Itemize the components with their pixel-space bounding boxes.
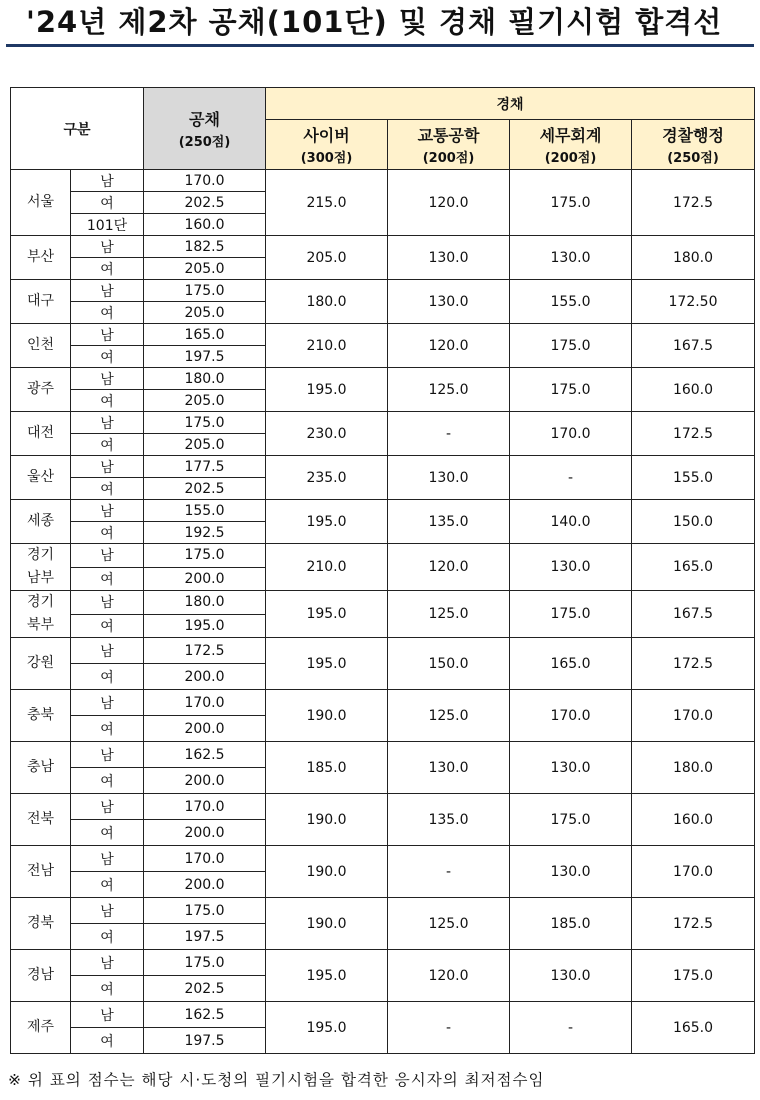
header-gongchae xyxy=(144,88,266,170)
header-gongchae-label: 공채 xyxy=(189,110,220,129)
gyeongchae-score-cell: 155.0 xyxy=(632,456,755,500)
gyeongchae-score-cell: 175.0 xyxy=(632,950,755,1002)
gender-cell: 남 xyxy=(71,412,144,434)
gongchae-score-cell: 180.0 xyxy=(144,368,266,390)
gyeongchae-score-cell: 130.0 xyxy=(510,846,632,898)
header-col-name: 경찰행정 xyxy=(662,126,724,145)
gender-cell: 여 xyxy=(71,302,144,324)
header-gongchae-score: (250점) xyxy=(178,135,231,150)
header-col-name: 교통공학 xyxy=(417,126,480,145)
gender-cell: 여 xyxy=(71,924,144,950)
gongchae-score-cell: 175.0 xyxy=(144,412,266,434)
gyeongchae-score-cell: 195.0 xyxy=(266,950,388,1002)
gyeongchae-score-cell: 165.0 xyxy=(632,544,755,591)
gyeongchae-score-cell: 167.5 xyxy=(632,324,755,368)
gyeongchae-score-cell: 172.5 xyxy=(632,170,755,236)
gyeongchae-score-cell: 135.0 xyxy=(388,500,510,544)
table-row xyxy=(11,898,755,924)
region-cell: 강원 xyxy=(11,638,71,690)
gyeongchae-score-cell: 120.0 xyxy=(388,544,510,591)
gyeongchae-score-cell: 130.0 xyxy=(510,950,632,1002)
gender-cell: 남 xyxy=(71,236,144,258)
gyeongchae-score-cell: 175.0 xyxy=(510,170,632,236)
gongchae-score-cell: 202.5 xyxy=(144,976,266,1002)
gongchae-score-cell: 170.0 xyxy=(144,690,266,716)
gyeongchae-score-cell: 125.0 xyxy=(388,591,510,638)
gyeongchae-score-cell: 195.0 xyxy=(266,368,388,412)
gyeongchae-score-cell: 130.0 xyxy=(388,742,510,794)
gyeongchae-score-cell: 170.0 xyxy=(510,690,632,742)
gyeongchae-score-cell: 170.0 xyxy=(632,846,755,898)
gender-cell: 남 xyxy=(71,898,144,924)
gongchae-score-cell: 200.0 xyxy=(144,768,266,794)
gyeongchae-score-cell: - xyxy=(388,412,510,456)
gender-cell: 여 xyxy=(71,976,144,1002)
gyeongchae-score-cell: 175.0 xyxy=(510,591,632,638)
gender-cell: 여 xyxy=(71,614,144,638)
header-gubun: 구분 xyxy=(11,88,144,170)
region-cell: 충북 xyxy=(11,690,71,742)
gongchae-score-cell: 162.5 xyxy=(144,1002,266,1028)
gender-cell: 여 xyxy=(71,434,144,456)
gyeongchae-score-cell: 195.0 xyxy=(266,591,388,638)
gongchae-score-cell: 170.0 xyxy=(144,794,266,820)
gender-cell: 남 xyxy=(71,742,144,768)
table-header xyxy=(11,88,755,170)
header-police-admin xyxy=(632,120,755,170)
gyeongchae-score-cell: 215.0 xyxy=(266,170,388,236)
gongchae-score-cell: 205.0 xyxy=(144,302,266,324)
gender-cell: 여 xyxy=(71,192,144,214)
gender-cell: 남 xyxy=(71,690,144,716)
gongchae-score-cell: 175.0 xyxy=(144,280,266,302)
header-traffic xyxy=(388,120,510,170)
gender-cell: 여 xyxy=(71,872,144,898)
gender-cell: 남 xyxy=(71,368,144,390)
gongchae-score-cell: 182.5 xyxy=(144,236,266,258)
gender-cell: 여 xyxy=(71,567,144,591)
gyeongchae-score-cell: 150.0 xyxy=(632,500,755,544)
gongchae-score-cell: 175.0 xyxy=(144,950,266,976)
gender-cell: 남 xyxy=(71,170,144,192)
header-col-name: 세무회계 xyxy=(539,126,602,145)
table-row xyxy=(11,324,755,346)
gongchae-score-cell: 192.5 xyxy=(144,522,266,544)
gyeongchae-score-cell: 160.0 xyxy=(632,794,755,846)
gyeongchae-score-cell: 190.0 xyxy=(266,794,388,846)
header-cyber xyxy=(266,120,388,170)
region-cell: 세종 xyxy=(11,500,71,544)
gender-cell: 남 xyxy=(71,1002,144,1028)
gyeongchae-score-cell: 172.5 xyxy=(632,898,755,950)
gyeongchae-score-cell: - xyxy=(510,456,632,500)
gyeongchae-score-cell: 120.0 xyxy=(388,950,510,1002)
gyeongchae-score-cell: 130.0 xyxy=(510,742,632,794)
gender-cell: 남 xyxy=(71,591,144,615)
footnote: ※ 위 표의 점수는 해당 시·도청의 필기시험을 합격한 응시자의 최저점수임 xyxy=(8,1071,545,1089)
gyeongchae-score-cell: 155.0 xyxy=(510,280,632,324)
gender-cell: 여 xyxy=(71,1028,144,1054)
header-tax xyxy=(510,120,632,170)
gongchae-score-cell: 170.0 xyxy=(144,170,266,192)
region-cell: 경북 xyxy=(11,898,71,950)
table-row xyxy=(11,236,755,258)
gyeongchae-score-cell: 140.0 xyxy=(510,500,632,544)
gyeongchae-score-cell: 135.0 xyxy=(388,794,510,846)
gender-cell: 여 xyxy=(71,768,144,794)
gender-cell: 여 xyxy=(71,522,144,544)
gender-cell: 남 xyxy=(71,500,144,522)
gyeongchae-score-cell: 120.0 xyxy=(388,170,510,236)
table-row xyxy=(11,950,755,976)
gender-cell: 여 xyxy=(71,390,144,412)
region-cell: 대전 xyxy=(11,412,71,456)
page-title: '24년 제2차 공채(101단) 및 경채 필기시험 합격선 xyxy=(26,5,723,39)
gyeongchae-score-cell: 180.0 xyxy=(632,236,755,280)
gyeongchae-score-cell: 130.0 xyxy=(388,456,510,500)
gyeongchae-score-cell: 172.5 xyxy=(632,638,755,690)
gongchae-score-cell: 200.0 xyxy=(144,716,266,742)
gyeongchae-score-cell: 180.0 xyxy=(266,280,388,324)
table-body xyxy=(11,170,755,1054)
region-cell: 서울 xyxy=(11,170,71,236)
gender-cell: 남 xyxy=(71,324,144,346)
region-cell: 전북 xyxy=(11,794,71,846)
table-row xyxy=(11,280,755,302)
gyeongchae-score-cell: 190.0 xyxy=(266,846,388,898)
gyeongchae-score-cell: 180.0 xyxy=(632,742,755,794)
region-cell: 경남 xyxy=(11,950,71,1002)
region-cell: 인천 xyxy=(11,324,71,368)
gyeongchae-score-cell: 210.0 xyxy=(266,544,388,591)
gyeongchae-score-cell: 165.0 xyxy=(510,638,632,690)
gyeongchae-score-cell: 185.0 xyxy=(510,898,632,950)
gender-cell: 여 xyxy=(71,478,144,500)
gender-cell: 남 xyxy=(71,846,144,872)
gyeongchae-score-cell: 172.5 xyxy=(632,412,755,456)
gender-cell: 남 xyxy=(71,794,144,820)
gyeongchae-score-cell: 170.0 xyxy=(510,412,632,456)
gender-cell: 여 xyxy=(71,716,144,742)
gyeongchae-score-cell: 167.5 xyxy=(632,591,755,638)
gongchae-score-cell: 205.0 xyxy=(144,258,266,280)
gyeongchae-score-cell: 125.0 xyxy=(388,898,510,950)
gongchae-score-cell: 197.5 xyxy=(144,924,266,950)
table-row xyxy=(11,170,755,192)
gyeongchae-score-cell: 175.0 xyxy=(510,324,632,368)
gyeongchae-score-cell: 130.0 xyxy=(388,280,510,324)
gongchae-score-cell: 205.0 xyxy=(144,434,266,456)
region-cell: 전남 xyxy=(11,846,71,898)
gender-cell: 남 xyxy=(71,544,144,568)
gyeongchae-score-cell: 170.0 xyxy=(632,690,755,742)
header-col-score: (250점) xyxy=(667,151,719,166)
gyeongchae-score-cell: 150.0 xyxy=(388,638,510,690)
region-cell: 경기 남부 xyxy=(11,544,71,591)
table-row xyxy=(11,591,755,615)
gongchae-score-cell: 165.0 xyxy=(144,324,266,346)
header-col-name: 사이버 xyxy=(303,126,350,145)
region-cell: 제주 xyxy=(11,1002,71,1054)
header-col-score: (300점) xyxy=(300,151,353,166)
gyeongchae-score-cell: 130.0 xyxy=(510,544,632,591)
gongchae-score-cell: 202.5 xyxy=(144,192,266,214)
gyeongchae-score-cell: 205.0 xyxy=(266,236,388,280)
gyeongchae-score-cell: 125.0 xyxy=(388,368,510,412)
gender-cell: 남 xyxy=(71,638,144,664)
gyeongchae-score-cell: 175.0 xyxy=(510,794,632,846)
gyeongchae-score-cell: 195.0 xyxy=(266,500,388,544)
gongchae-score-cell: 180.0 xyxy=(144,591,266,615)
table-row xyxy=(11,638,755,664)
region-cell: 경기 북부 xyxy=(11,591,71,638)
gyeongchae-score-cell: 160.0 xyxy=(632,368,755,412)
cutoff-score-table xyxy=(10,87,755,1054)
gyeongchae-score-cell: 235.0 xyxy=(266,456,388,500)
gyeongchae-score-cell: 172.50 xyxy=(632,280,755,324)
gongchae-score-cell: 160.0 xyxy=(144,214,266,236)
gyeongchae-score-cell: 120.0 xyxy=(388,324,510,368)
gyeongchae-score-cell: 130.0 xyxy=(510,236,632,280)
gender-cell: 여 xyxy=(71,258,144,280)
gyeongchae-score-cell: 125.0 xyxy=(388,690,510,742)
gongchae-score-cell: 200.0 xyxy=(144,567,266,591)
header-col-score: (200점) xyxy=(544,151,597,166)
table-row xyxy=(11,690,755,716)
gyeongchae-score-cell: 230.0 xyxy=(266,412,388,456)
gyeongchae-score-cell: 195.0 xyxy=(266,638,388,690)
gongchae-score-cell: 177.5 xyxy=(144,456,266,478)
gyeongchae-score-cell: 165.0 xyxy=(632,1002,755,1054)
table-row xyxy=(11,456,755,478)
header-gyeongchae: 경채 xyxy=(266,88,755,120)
gyeongchae-score-cell: 190.0 xyxy=(266,690,388,742)
gongchae-score-cell: 162.5 xyxy=(144,742,266,768)
gongchae-score-cell: 197.5 xyxy=(144,1028,266,1054)
table-row xyxy=(11,1002,755,1028)
table-row xyxy=(11,500,755,522)
table-row xyxy=(11,794,755,820)
gongchae-score-cell: 202.5 xyxy=(144,478,266,500)
gender-cell: 여 xyxy=(71,820,144,846)
gyeongchae-score-cell: 195.0 xyxy=(266,1002,388,1054)
gender-cell: 101단 xyxy=(71,214,144,236)
gongchae-score-cell: 200.0 xyxy=(144,664,266,690)
region-cell: 울산 xyxy=(11,456,71,500)
gongchae-score-cell: 175.0 xyxy=(144,898,266,924)
gongchae-score-cell: 175.0 xyxy=(144,544,266,568)
gongchae-score-cell: 205.0 xyxy=(144,390,266,412)
table-row xyxy=(11,544,755,568)
gyeongchae-score-cell: 185.0 xyxy=(266,742,388,794)
gender-cell: 남 xyxy=(71,456,144,478)
gongchae-score-cell: 170.0 xyxy=(144,846,266,872)
gyeongchae-score-cell: 175.0 xyxy=(510,368,632,412)
gongchae-score-cell: 195.0 xyxy=(144,614,266,638)
gyeongchae-score-cell: 130.0 xyxy=(388,236,510,280)
table-row xyxy=(11,412,755,434)
gyeongchae-score-cell: 190.0 xyxy=(266,898,388,950)
gongchae-score-cell: 155.0 xyxy=(144,500,266,522)
region-cell: 충남 xyxy=(11,742,71,794)
header-col-score: (200점) xyxy=(422,151,475,166)
gongchae-score-cell: 200.0 xyxy=(144,872,266,898)
gyeongchae-score-cell: - xyxy=(510,1002,632,1054)
gender-cell: 여 xyxy=(71,664,144,690)
region-cell: 대구 xyxy=(11,280,71,324)
gender-cell: 남 xyxy=(71,280,144,302)
title-underline xyxy=(6,44,754,47)
table-row xyxy=(11,846,755,872)
gender-cell: 여 xyxy=(71,346,144,368)
gyeongchae-score-cell: - xyxy=(388,1002,510,1054)
gyeongchae-score-cell: - xyxy=(388,846,510,898)
table-row xyxy=(11,742,755,768)
gender-cell: 남 xyxy=(71,950,144,976)
gongchae-score-cell: 197.5 xyxy=(144,346,266,368)
gongchae-score-cell: 200.0 xyxy=(144,820,266,846)
gyeongchae-score-cell: 210.0 xyxy=(266,324,388,368)
gongchae-score-cell: 172.5 xyxy=(144,638,266,664)
region-cell: 부산 xyxy=(11,236,71,280)
table-row xyxy=(11,368,755,390)
region-cell: 광주 xyxy=(11,368,71,412)
